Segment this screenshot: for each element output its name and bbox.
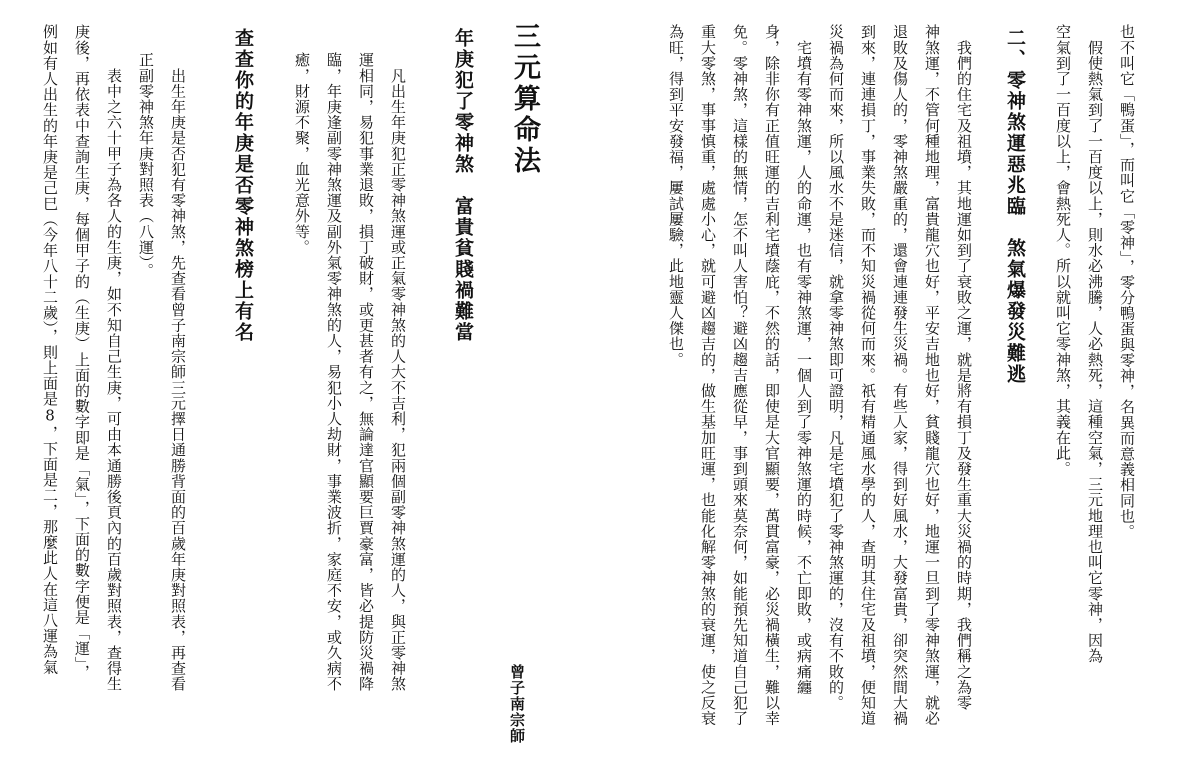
subtitle: 年庚犯了零神煞 富貴貧賤禍難當	[452, 28, 474, 343]
text-column: 我們的住宅及祖墳，其地運如到了衰敗之運，就是將有損丁及發生重大災禍的時期，我們稱之為零	[955, 24, 973, 711]
text-column: 也不叫它「鴨蛋」，而叫它「零神」，零分鴨蛋與零神，名異而意義相同也。	[1118, 24, 1136, 540]
text-column: 假使熱氣到了一百度以上，則水必沸騰，人必熱死，這種空氣，三元地理也叫它零神，因為	[1086, 24, 1104, 664]
text-column: 到來，連連損丁，事業失敗，而不知災禍從何而來。祇有精通風水學的人，查明其住宅及祖墳，便知道	[859, 24, 877, 726]
text-column: 癒，財源不聚，血光意外等。	[293, 52, 311, 255]
text-column: 身，除非你有正值旺運的吉利宅墳蔭庇，不然的話，即使是大官顯要，萬貫富豪，必災禍橫生，難以幸	[763, 24, 781, 726]
text-column: 宅墳有零神煞運，人的命運，也有零神煞運，一個人到了零神煞運的時候，不亡即敗，或病痛纏	[795, 24, 813, 695]
text-column: 神煞運，不管何種地理，富貴龍穴也好，平安吉地也好，貧賤龍穴也好，地運一旦到了零神煞運，就必	[923, 24, 941, 726]
text-column: 退敗及傷人的，零神煞嚴重的，還會連連發生災禍。有些人家，得到好風水，大發富貴，卻突然間大禍	[891, 24, 909, 726]
text-column: 凡出生年庚犯正零神煞運或正氣零神煞的人大不吉利，犯兩個副零神煞運的人，與正零神煞	[389, 52, 407, 692]
text-column: 運相同，易犯事業退敗，損丁破財，或更甚者有之，無論達官顯要巨賈豪富，皆必提防災禍降	[357, 52, 375, 692]
text-column: 庚後，再依表中查詢生庚，每個甲子的（生庚）上面的數字即是「氣」，下面的數字便是「運」，	[73, 24, 91, 680]
text-column: 免。零神煞，這樣的無情，怎不叫人害怕？避凶趨吉應從早，事到頭來莫奈何，如能預先知道自己犯了	[731, 24, 749, 726]
section-heading: 二、零神煞運惡兆臨 煞氣爆發災難逃	[1004, 28, 1026, 385]
text-column: 災禍為何而來，所以風水不是迷信，就拿零神煞即可證明，凡是宅墳犯了零神煞運的，沒有不敗的。	[827, 24, 845, 711]
text-column: 臨，年庚逢副零神煞運及副外氣零神煞的人，易犯小人劫財，事業波折，家庭不安，或久病不	[325, 52, 343, 692]
text-column: 正副零神煞年庚對照表（八運）。	[137, 52, 155, 279]
author: 曾子南宗師	[508, 664, 526, 744]
text-column: 表中之六十甲子為各人的生庚，如不知自己生庚，可由本通勝後頁內的百歲對照表，查得生	[105, 52, 123, 692]
text-column: 重大零煞，事事慎重，處處小心，就可避凶趨吉的，做生基加旺運，也能化解零神煞的衰運，使之反衰	[699, 24, 717, 726]
text-column: 為旺，得到平安發福，屢試屢驗，此地靈人傑也。	[667, 24, 685, 368]
main-title: 三元算命法	[509, 22, 540, 177]
section-heading: 查查你的年庚是否零神煞榜上有名	[232, 28, 254, 343]
text-column: 空氣到了一百度以上，會熱死人。所以就叫它零神煞，其義在此。	[1054, 24, 1072, 477]
text-column: 例如有人出生的年庚是己巳（今年八十二歲），則上面是8，下面是二，那麼此人在這八運為氣	[41, 24, 59, 675]
text-column: 出生年庚是否犯有零神煞，先查看曾子南宗師三元擇日通勝背面的百歲年庚對照表，再查看	[169, 52, 187, 692]
